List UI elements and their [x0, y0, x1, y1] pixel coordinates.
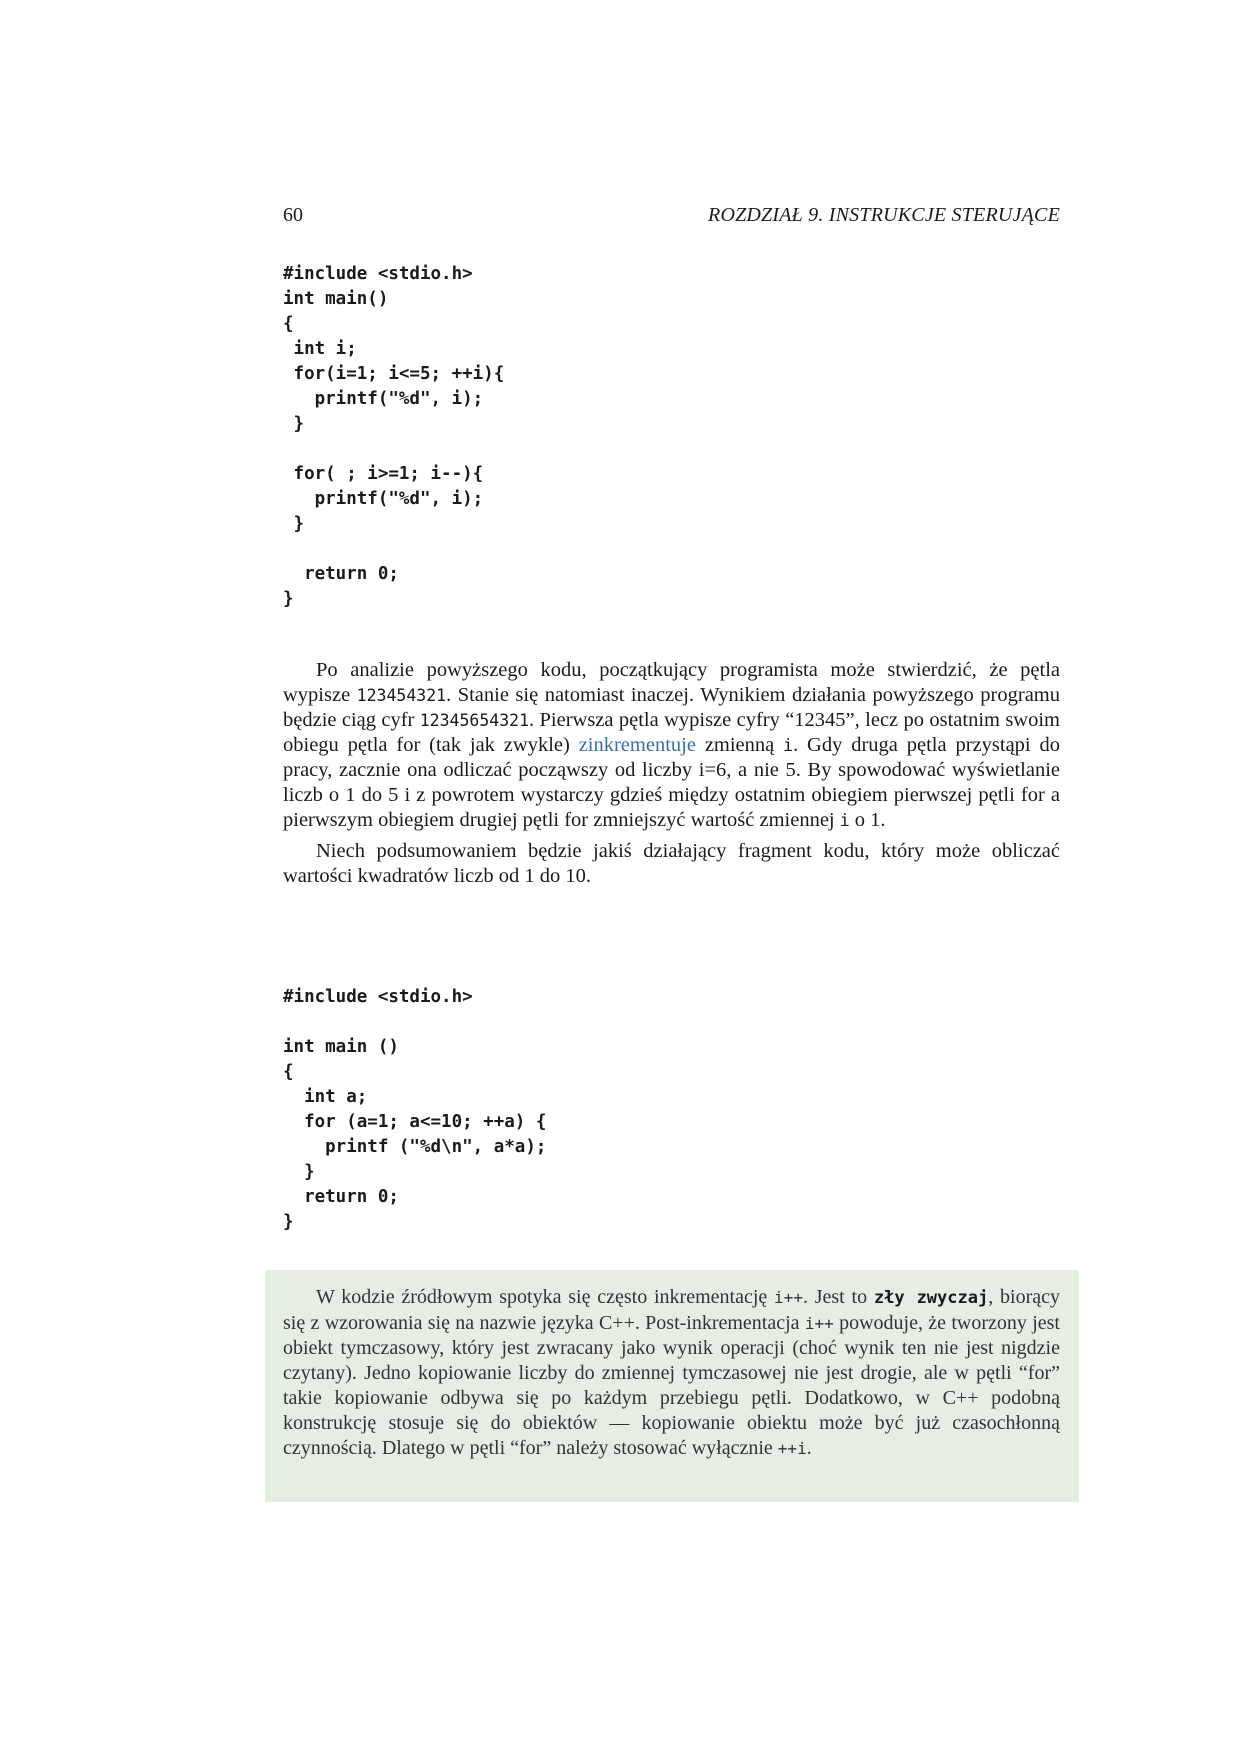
code-line: for( ; i>=1; i--){ — [283, 464, 484, 484]
inline-code: i — [783, 736, 794, 755]
inline-code: i — [839, 811, 850, 830]
code-line: return 0; — [283, 564, 399, 584]
tip-box — [265, 1270, 1079, 1502]
code-line: } — [283, 514, 305, 534]
code-line: for(i=1; i<=5; ++i){ — [283, 364, 505, 384]
code-line: { — [283, 1062, 294, 1082]
inline-code: i++ — [804, 1314, 834, 1333]
paragraph: Po analizie powyższego kodu, początkujący programista może stwierdzić, że pętla wypisze 123454321. Stanie się natomiast inaczej. Wynikiem działania powyższego programu będzie ciąg cyfr 12345654321. Pierwsza pętla wypisze cyfry “12345”, lecz po ostatnim swoim obiegu pętla for (tak jak zwykle) zinkrementuje zmienną i. Gdy druga pętla przystąpi do pracy, zacznie ona odliczać począwszy od liczby i=6, a nie 5. By spowodować wyświetlanie liczb o 1 do 5 i z powrotem wystarczy gdzieś między ostatnim obiegiem pierwszej pętli for a pierwszym obiegiem drugiej pętli for zmniejszyć wartość zmiennej i o 1. — [283, 659, 1061, 831]
code-line: { — [283, 314, 294, 334]
running-header: ROZDZIAŁ 9. INSTRUKCJE STERUJĄCE — [708, 204, 1060, 226]
code-line: int main () — [283, 1037, 399, 1057]
code-line: } — [283, 1212, 294, 1232]
code-line: printf ("%d\n", a*a); — [283, 1137, 547, 1157]
code-line: int main() — [283, 289, 389, 309]
code-line: } — [283, 589, 294, 609]
inline-code: i++ — [774, 1288, 803, 1307]
code-line: for (a=1; a<=10; ++a) { — [283, 1112, 547, 1132]
code-line: int a; — [283, 1087, 368, 1107]
code-line: #include <stdio.h> — [283, 987, 473, 1007]
glossary-link[interactable]: zinkrementuje — [578, 734, 696, 756]
inline-code: 12345654321 — [419, 711, 530, 730]
inline-code: ++i — [777, 1439, 807, 1458]
code-line: #include <stdio.h> — [283, 264, 473, 284]
tip-text: W kodzie źródłowym spotyka się często inkrementację i++. Jest to zły zwyczaj, biorący się z wzorowania się na nazwie języka C++. Post-inkrementacja i++ powoduje, że tworzony jest obiekt tymczasowy, który jest zwracany jako wynik operacji (choć wynik ten nie jest nigdzie czytany). Jedno kopiowanie liczby do zmiennej tymczasowej nie jest drogie, ale w pętli “for” takie kopiowanie odbywa się po każdym przebiegu pętli. Dodatkowo, w C++ podobną konstrukcję stosuje się do obiektów — kopiowanie obiektu może być już czasochłonną czynnością. Dlatego w pętli “for” należy stosować wyłącznie ++i. — [283, 1286, 1060, 1459]
code-block — [283, 262, 504, 612]
code-block — [283, 985, 546, 1235]
code-line: } — [283, 414, 305, 434]
code-line: int i; — [283, 339, 357, 359]
code-line: } — [283, 1162, 315, 1182]
bold-phrase: zły zwyczaj — [873, 1288, 989, 1308]
body-text — [283, 658, 1060, 895]
code-line: return 0; — [283, 1187, 399, 1207]
code-line: printf("%d", i); — [283, 489, 484, 509]
page-number: 60 — [283, 204, 303, 226]
inline-code: 123454321 — [356, 686, 447, 705]
paragraph: Niech podsumowaniem będzie jakiś działający fragment kodu, który może obliczać wartości kwadratów liczb od 1 do 10. — [283, 840, 1060, 887]
code-line: printf("%d", i); — [283, 389, 484, 409]
